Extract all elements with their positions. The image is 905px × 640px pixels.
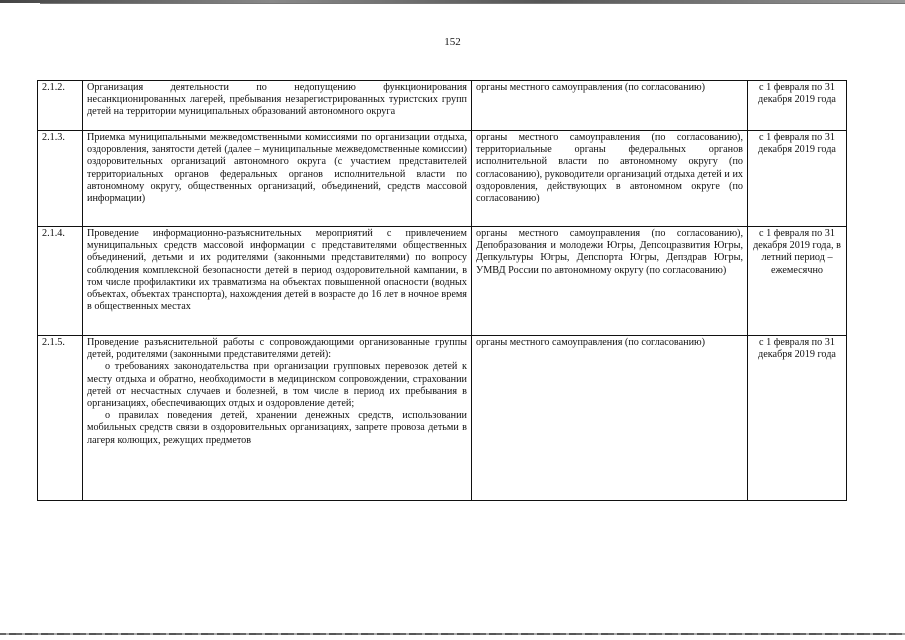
responsible-parties: органы местного самоуправления (по согласованию), Депобразования и молодежи Югры, Депсоцразвития Югры, Депкультуры Югры, Депспорта Югры, Депздрав Югры, УМВД России по автономному округу (по согласованию) bbox=[472, 227, 748, 336]
table-row bbox=[38, 131, 847, 227]
event-description bbox=[83, 336, 472, 501]
deadline: с 1 февраля по 31 декабря 2019 года bbox=[748, 131, 847, 227]
page-number: 152 bbox=[444, 36, 461, 48]
row-number: 2.1.4. bbox=[38, 227, 83, 336]
table-row bbox=[38, 336, 847, 501]
event-description: Организация деятельности по недопущению функционирования несанкционированных лагерей, пребывания незарегистрированных туристских групп детей на территории муниципальных образований автономного округа bbox=[83, 81, 472, 131]
responsible-parties: органы местного самоуправления (по согласованию) bbox=[472, 81, 748, 131]
event-list-item: о требованиях законодательства при организации групповых перевозок детей к месту отдыха и обратно, необходимости в медицинском сопровождении, страховании детей от несчастных случаев и болезней, в том числе в период их пребывания в организациях, обеспечивающих отдых и оздоровление детей; bbox=[87, 361, 467, 410]
table-row bbox=[38, 81, 847, 131]
deadline: с 1 февраля по 31 декабря 2019 года bbox=[748, 81, 847, 131]
table-row bbox=[38, 227, 847, 336]
scan-edge-top-line bbox=[40, 3, 905, 4]
scan-edge-bottom bbox=[0, 633, 905, 635]
event-intro: Проведение разъяснительной работы с сопровождающими организованные группы детей, родителями (законными представителями детей): bbox=[87, 337, 467, 361]
event-list-item: о правилах поведения детей, хранении денежных средств, использовании мобильных средств связи в оздоровительных организациях, запрете провоза детьми в лагеря колющих, режущих предметов bbox=[87, 410, 467, 446]
event-description: Приемка муниципальными межведомственными комиссиями по организации отдыха, оздоровления, занятости детей (далее – муниципальные межведомственные комиссии) оздоровительных организаций автономного округа (с участием представителей территориальных органов федеральных органов исполнительной власти по автономному округу, общественных организаций, объединений, средств массовой информации) bbox=[83, 131, 472, 227]
plan-table bbox=[37, 80, 847, 501]
responsible-parties: органы местного самоуправления (по согласованию), территориальные органы федеральных органов исполнительной власти по автономному округу (по согласованию), руководители организаций отдыха детей и их оздоровления, действующих в автономном округе (по согласованию) bbox=[472, 131, 748, 227]
row-number: 2.1.5. bbox=[38, 336, 83, 501]
deadline: с 1 февраля по 31 декабря 2019 года, в летний период – ежемесячно bbox=[748, 227, 847, 336]
responsible-parties: органы местного самоуправления (по согласованию) bbox=[472, 336, 748, 501]
event-description: Проведение информационно-разъяснительных мероприятий с привлечением муниципальных средств массовой информации с представителями общественных объединений, детьми и их родителями (законными представителями) по вопросу соблюдения комплексной безопасности детей в период оздоровительной кампании, в том числе профилактики их травматизма на объектах повышенной опасности (водных объектах, объектах транспорта), нахождения детей в возрасте до 16 лет в ночное время в общественных местах bbox=[83, 227, 472, 336]
deadline: с 1 февраля по 31 декабря 2019 года bbox=[748, 336, 847, 501]
row-number: 2.1.2. bbox=[38, 81, 83, 131]
row-number: 2.1.3. bbox=[38, 131, 83, 227]
